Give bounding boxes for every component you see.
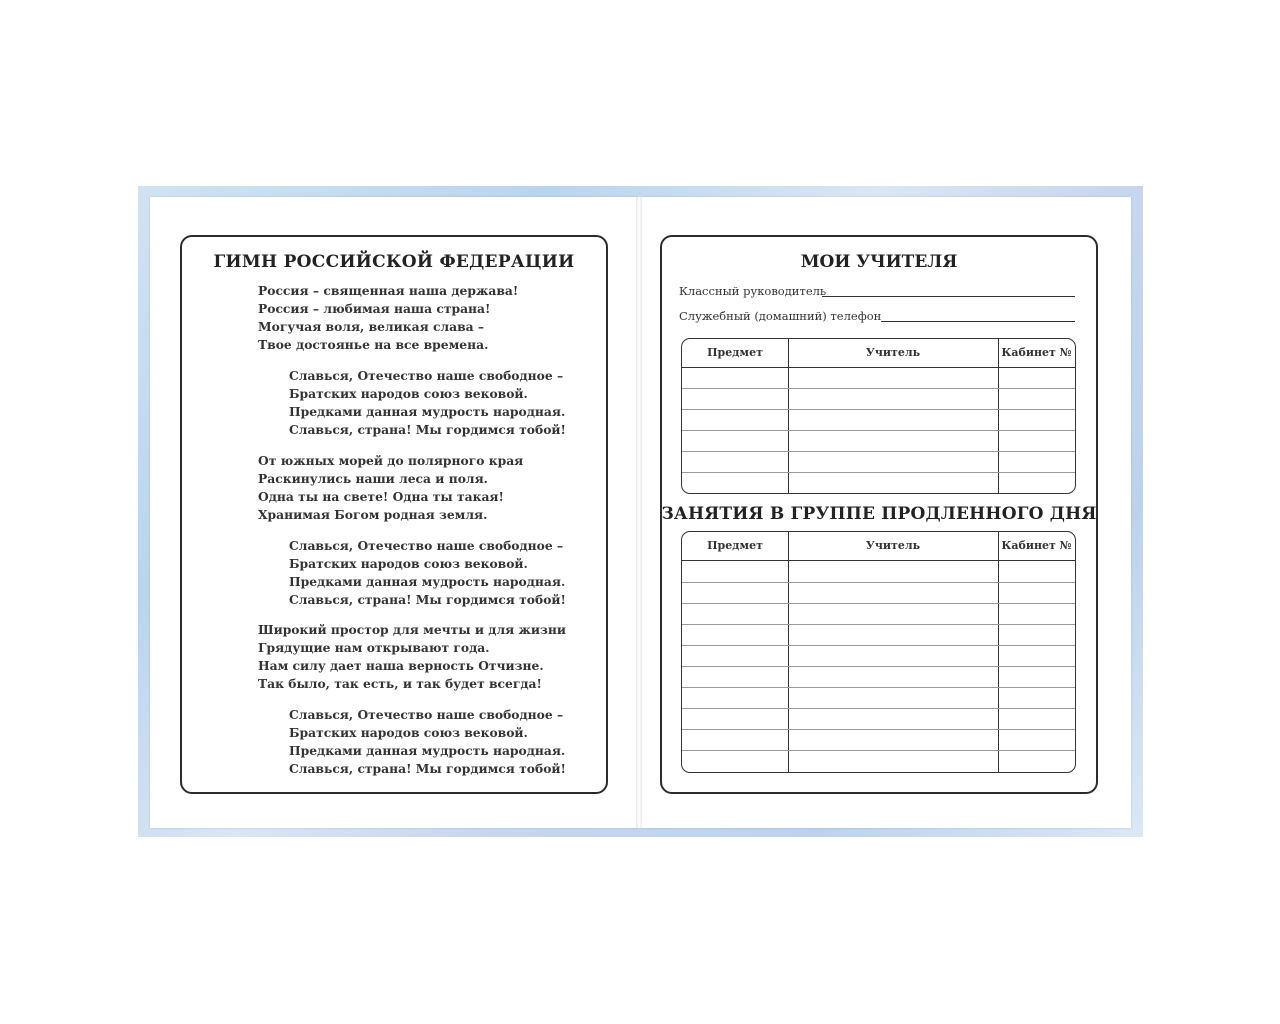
teachers-table [681, 338, 1076, 494]
table-row[interactable] [682, 750, 1075, 751]
anthem-chorus-2 [289, 537, 566, 609]
anthem-line: Братских народов союз вековой. [289, 556, 528, 571]
anthem-stanza-1 [258, 282, 518, 354]
anthem-line: Предками данная мудрость народная. [289, 404, 566, 419]
anthem-line: Славься, страна! Мы гордимся тобой! [289, 761, 566, 776]
anthem-line: Россия – священная наша держава! [258, 283, 519, 298]
extended-day-table [681, 531, 1076, 773]
anthem-line: Могучая воля, великая слава – [258, 319, 485, 334]
table-row[interactable] [682, 645, 1075, 646]
header-subject: Предмет [707, 539, 763, 552]
header-room: Кабинет № [1001, 539, 1072, 552]
anthem-line: Одна ты на свете! Одна ты такая! [258, 489, 504, 504]
anthem-chorus-1 [289, 367, 566, 439]
anthem-line: Россия – любимая наша страна! [258, 301, 491, 316]
anthem-line: Предками данная мудрость народная. [289, 574, 566, 589]
table-row[interactable] [682, 388, 1075, 389]
anthem-stanza-3 [258, 621, 566, 693]
header-room: Кабинет № [1001, 346, 1072, 359]
table-row[interactable] [682, 624, 1075, 625]
anthem-line: Предками данная мудрость народная. [289, 743, 566, 758]
anthem-chorus-3 [289, 706, 566, 778]
table-row[interactable] [682, 687, 1075, 688]
table-row[interactable] [682, 666, 1075, 667]
anthem-line: Братских народов союз вековой. [289, 386, 528, 401]
table-row[interactable] [682, 708, 1075, 709]
phone-label: Служебный (домашний) телефон [679, 309, 882, 323]
table-row[interactable] [682, 603, 1075, 604]
table-row[interactable] [682, 472, 1075, 473]
column-divider [998, 532, 999, 772]
anthem-line: Нам силу дает наша верность Отчизне. [258, 658, 544, 673]
anthem-line: Славься, страна! Мы гордимся тобой! [289, 422, 566, 437]
table-row[interactable] [682, 582, 1075, 583]
teachers-title: МОИ УЧИТЕЛЯ [800, 252, 958, 272]
anthem-line: Славься, Отечество наше свободное – [289, 368, 564, 383]
anthem-line: Так было, так есть, и так будет всегда! [258, 676, 542, 691]
header-subject: Предмет [707, 346, 763, 359]
anthem-stanza-2 [258, 452, 523, 524]
header-teacher: Учитель [865, 539, 921, 552]
anthem-line: Широкий простор для мечты и для жизни [258, 622, 567, 637]
class-teacher-field[interactable] [822, 296, 1075, 297]
anthem-line: От южных морей до полярного края [258, 453, 524, 468]
table-row[interactable] [682, 409, 1075, 410]
extended-day-title: ЗАНЯТИЯ В ГРУППЕ ПРОДЛЕННОГО ДНЯ [661, 504, 1097, 524]
anthem-line: Братских народов союз вековой. [289, 725, 528, 740]
table-row[interactable] [682, 430, 1075, 431]
column-divider [788, 532, 789, 772]
table-row[interactable] [682, 451, 1075, 452]
phone-field[interactable] [881, 321, 1075, 322]
anthem-line: Славься, Отечество наше свободное – [289, 707, 564, 722]
anthem-line: Раскинулись наши леса и поля. [258, 471, 488, 486]
table-row[interactable] [682, 729, 1075, 730]
notebook-spine [636, 197, 642, 828]
anthem-title: ГИМН РОССИЙСКОЙ ФЕДЕРАЦИИ [213, 252, 575, 272]
class-teacher-label: Классный руководитель [679, 284, 827, 298]
anthem-line: Хранимая Богом родная земля. [258, 507, 488, 522]
anthem-line: Грядущие нам открывают года. [258, 640, 490, 655]
anthem-line: Славься, страна! Мы гордимся тобой! [289, 592, 566, 607]
anthem-line: Твое достоянье на все времена. [258, 337, 489, 352]
header-teacher: Учитель [865, 346, 921, 359]
anthem-line: Славься, Отечество наше свободное – [289, 538, 564, 553]
